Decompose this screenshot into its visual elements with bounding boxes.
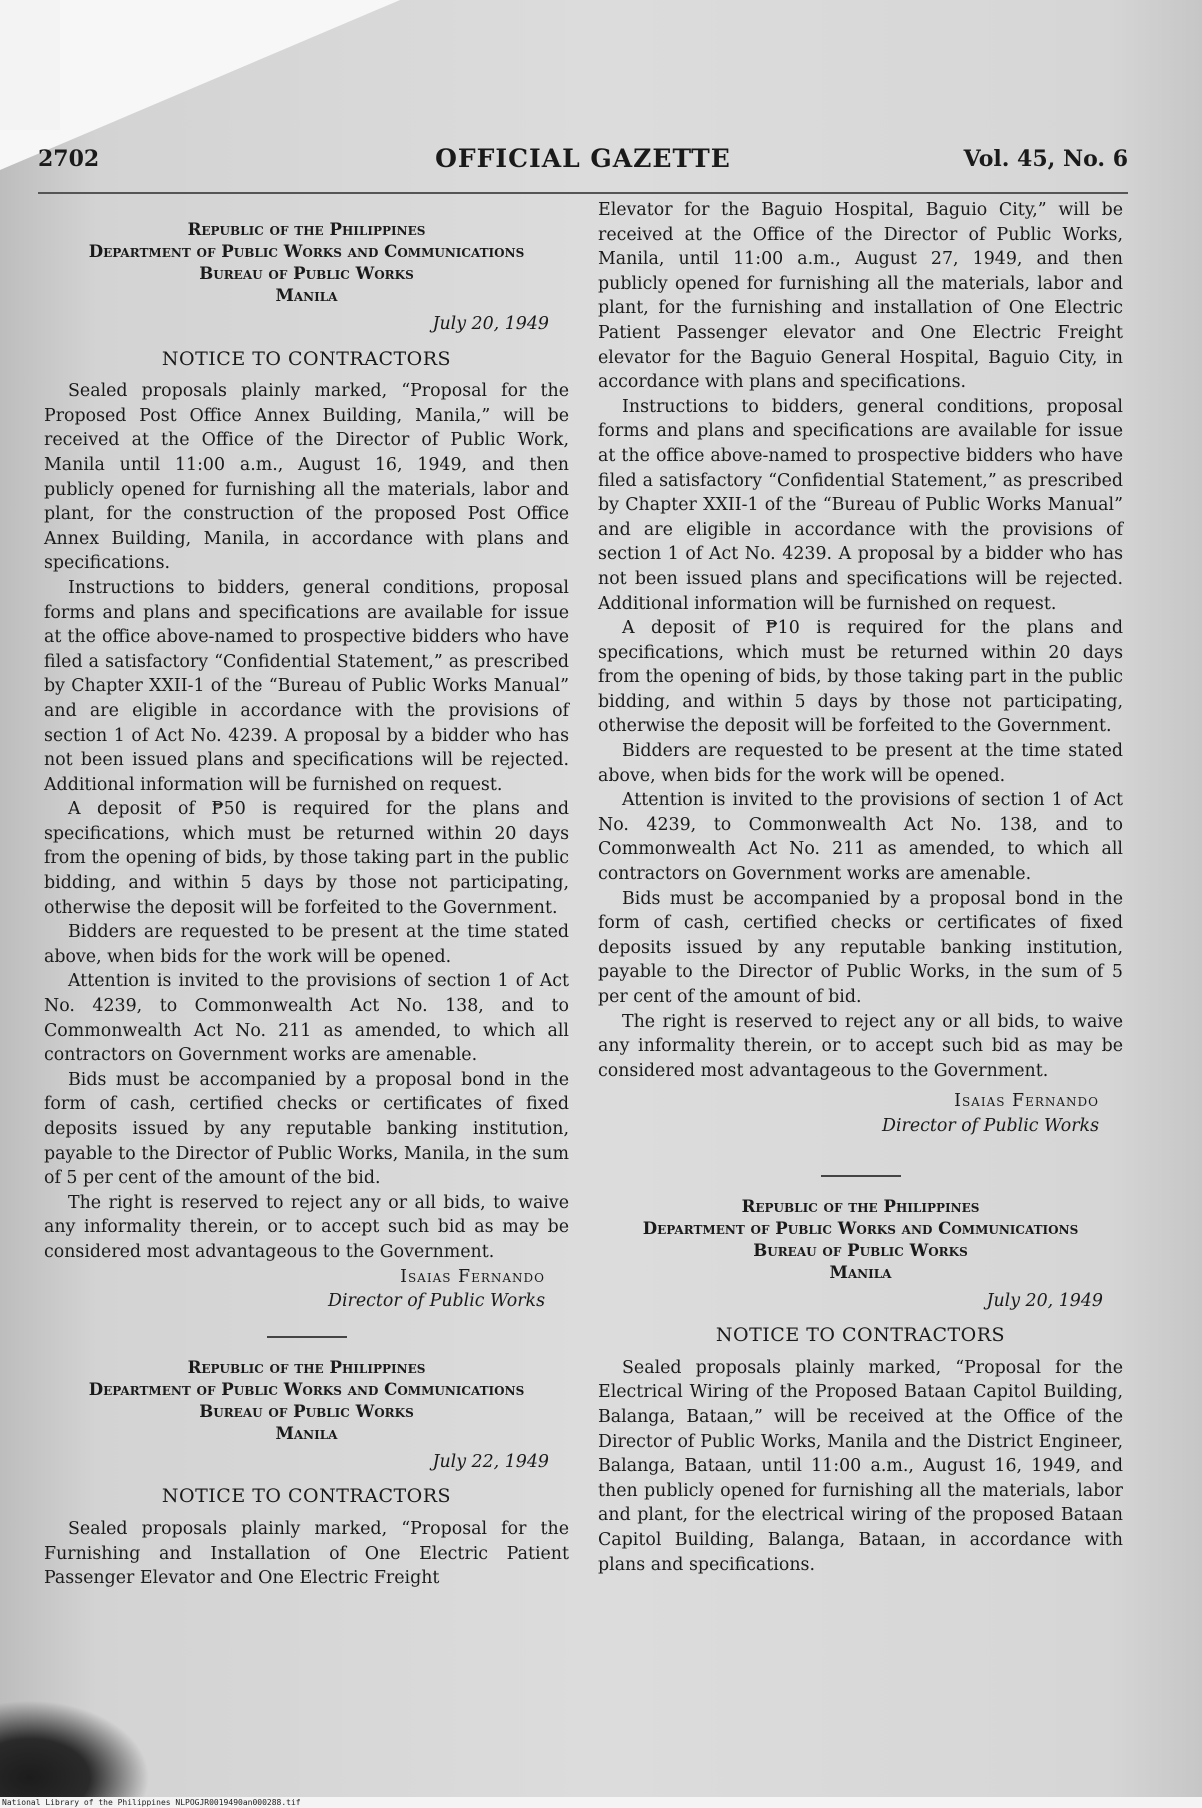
heading-line: Republic of the Philippines <box>741 1195 980 1216</box>
notice1-paragraph: The right is reserved to reject any or all bids, to waive any informality therein, or to accept such bid as may be considered most advantageous to the Government. <box>44 1192 569 1262</box>
notice2-paragraph-continued: Elevator for the Baguio Hospital, Baguio City,” will be received at the Office of the Director of Public Works, Manila, until 11:00 a.m., August 27, 1949, and then publicly opened for furnishing all the materials, labor and plant, for the furnishing and installation of One Electric Patient Passenger elevator and One Electric Freight elevator for the Baguio General Hospital, Baguio City, in accordance with plans and specifications. <box>598 200 1123 393</box>
left-column <box>44 200 569 1591</box>
heading-line: Manila <box>275 285 338 305</box>
notice2-paragraph: Attention is invited to the provisions of section 1 of Act No. 4239, to Commonwealth Act No. 138, and to Commonwealth Act No. 211 as amended, to which all contractors on Government works are amenable. <box>598 790 1123 885</box>
notice2-paragraph: The right is reserved to reject any or all bids, to waive any informality therein, or to accept such bid as may be considered most advantageous to the Government. <box>598 1011 1123 1081</box>
notice2-signature <box>598 1089 1099 1138</box>
heading-line: Bureau of Public Works <box>753 1239 968 1260</box>
heading-line: Manila <box>829 1261 892 1282</box>
signature-title: Director of Public Works <box>882 1115 1099 1136</box>
notice3-date: July 20, 1949 <box>986 1290 1103 1311</box>
notice2-paragraph: Bidders are requested to be present at the time stated above, when bids for the work will be opened. <box>598 741 1123 786</box>
notice2-paragraph: A deposit of ₱10 is required for the plans and specifications, which must be returned within 20 days from the opening of bids, by those taking part in the public bidding, and within 5 days by those not participating, otherwise the deposit will be forfeited to the Government. <box>598 618 1123 737</box>
heading-line: Manila <box>275 1422 338 1443</box>
notice2-paragraph: Sealed proposals plainly marked, “Proposal for the Furnishing and Installation of One Electric Patient Passenger Elevator and One Electric Freight <box>44 1518 569 1589</box>
scan-source-footer: National Library of the Philippines NLPOGJR0019490an000288.tif <box>0 1797 1202 1808</box>
notice1-paragraph: Sealed proposals plainly marked, “Proposal for the Proposed Post Office Annex Building, Manila,” will be received at the Office of the Director of Public Work, Manila until 11:00 a.m., August 16, 1949, and then publicly opened for furnishing all the materials, labor and plant, for the construction of the proposed Post Office Annex Building, Manila, in accordance with plans and specifications. <box>44 381 569 574</box>
heading-line: Department of Public Works and Communications <box>88 241 525 261</box>
section-divider <box>821 1175 901 1177</box>
notice1-signature <box>44 1265 545 1314</box>
heading-line: Department of Public Works and Communications <box>642 1217 1079 1238</box>
notice2-paragraph: Bids must be accompanied by a proposal bond in the form of cash, certified checks or certificates of fixed deposits issued by any reputable banking institution, payable to the Director of Public Works, in the sum of 5 per cent of the amount of bid. <box>598 888 1123 1007</box>
heading-line: Republic of the Philippines <box>187 1356 426 1377</box>
signature-title: Director of Public Works <box>328 1291 545 1312</box>
scan-thumb-shadow <box>0 1700 150 1797</box>
notice2-heading <box>44 1356 569 1444</box>
header-rule <box>38 192 1128 194</box>
notice3-paragraph: Sealed proposals plainly marked, “Proposal for the Electrical Wiring of the Proposed Bataan Capitol Building, Balanga, Bataan,” will be received at the Office of the Director of Public Works, Manila and the District Engineer, Balanga, Bataan, until 11:00 a.m., August 16, 1949, and then publicly opened for furnishing all the materials, labor and plant, for the electrical wiring of the proposed Bataan Capitol Building, Balanga, Bataan, in accordance with plans and specifications. <box>598 1357 1123 1575</box>
right-column <box>598 198 1123 1577</box>
notice1-paragraph: A deposit of ₱50 is required for the plans and specifications, which must be returned within 20 days from the opening of bids, by those taking part in the public bidding, and within 5 days by those not participating, otherwise the deposit will be forfeited to the Government. <box>44 799 569 918</box>
heading-line: Department of Public Works and Communications <box>88 1378 525 1399</box>
notice3-title: NOTICE TO CONTRACTORS <box>715 1324 1006 1347</box>
heading-line: Bureau of Public Works <box>199 263 414 283</box>
notice2-title: NOTICE TO CONTRACTORS <box>161 1485 452 1508</box>
notice1-heading <box>44 218 569 306</box>
notice2-date: July 22, 1949 <box>432 1451 549 1472</box>
volume-label: Vol. 45, No. 6 <box>963 146 1128 172</box>
section-divider <box>267 1336 347 1338</box>
notice1-paragraph: Bids must be accompanied by a proposal bond in the form of cash, certified checks or certificates of fixed deposits issued by any reputable banking institution, payable to the Director of Public Works, Manila, in the sum of 5 per cent of the amount of the bid. <box>44 1069 569 1189</box>
heading-line: Republic of the Philippines <box>187 219 426 239</box>
folded-corner-edge <box>0 0 60 130</box>
signature-name: Isaias Fernando <box>954 1091 1099 1112</box>
notice1-paragraph: Instructions to bidders, general conditions, proposal forms and plans and specifications are available for issue at the office above-named to prospective bidders who have filed a satisfactory “Confidential Statement,” as prescribed by Chapter XXII-1 of the “Bureau of Public Works Manual” and are eligible in accordance with the provisions of section 1 of Act No. 4239. A proposal by a bidder who has not been issued plans and specifications will be rejected. Additional information will be furnished on request. <box>44 577 569 795</box>
notice2-paragraph: Instructions to bidders, general conditions, proposal forms and plans and specifications are available for issue at the office above-named to prospective bidders who have filed a satisfactory “Confidential Statement,” as prescribed by Chapter XXII-1 of the “Bureau of Public Works Manual” and are eligible in accordance with the provisions of section 1 of Act No. 4239. A proposal by a bidder who has not been issued plans and specifications will be rejected. Additional information will be furnished on request. <box>598 396 1123 614</box>
page-number: 2702 <box>38 146 100 172</box>
notice1-paragraph: Attention is invited to the provisions of section 1 of Act No. 4239, to Commonwealth Act No. 138, and to Commonwealth Act No. 211 as amended, to which all contractors on Government works are amenable. <box>44 971 569 1066</box>
notice1-date: July 20, 1949 <box>432 314 549 334</box>
notice1-paragraph: Bidders are requested to be present at the time stated above, when bids for the work will be opened. <box>44 922 569 967</box>
signature-name: Isaias Fernando <box>400 1266 545 1287</box>
heading-line: Bureau of Public Works <box>199 1400 414 1421</box>
publication-title: OFFICIAL GAZETTE <box>435 144 731 173</box>
notice1-title: NOTICE TO CONTRACTORS <box>161 347 452 370</box>
page-header <box>38 140 1128 180</box>
notice3-heading <box>598 1195 1123 1283</box>
